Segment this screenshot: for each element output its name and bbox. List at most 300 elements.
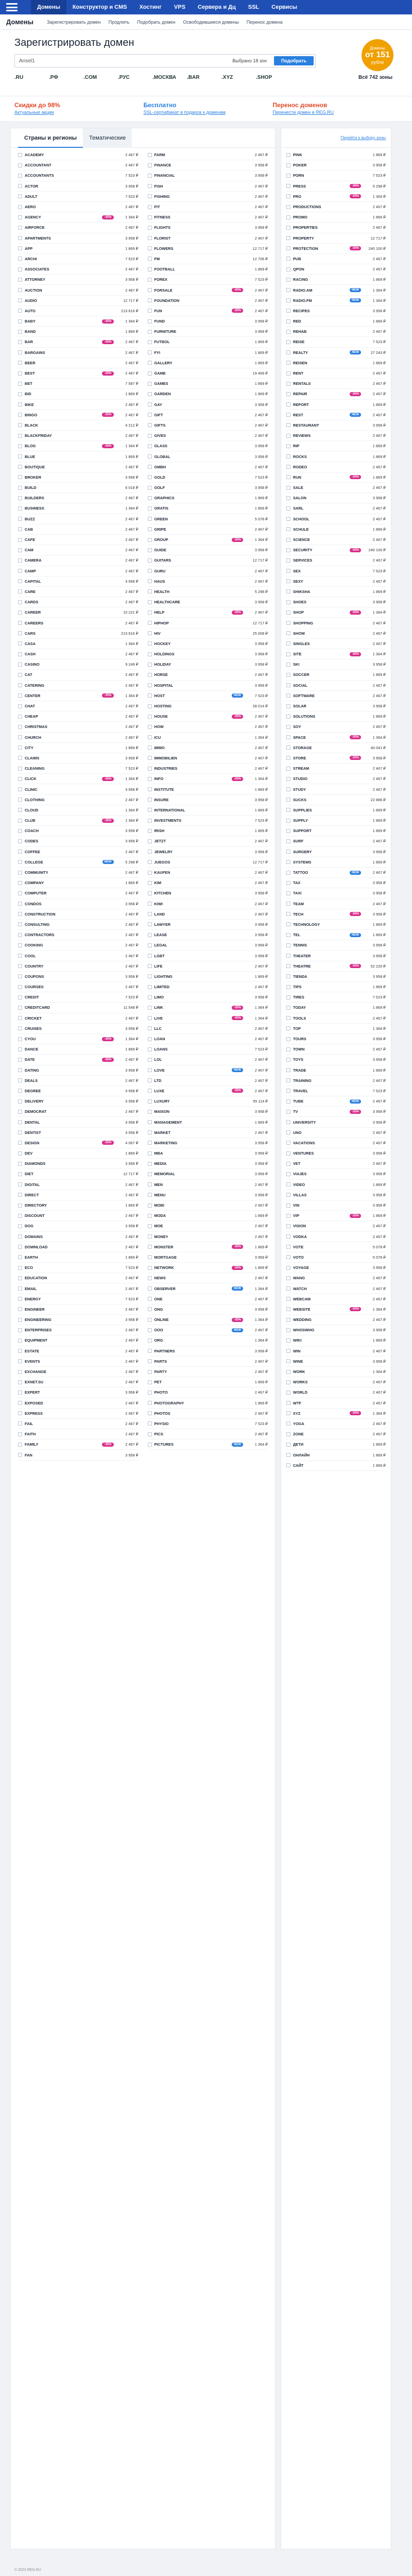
zone-checkbox[interactable] <box>18 871 22 875</box>
zone-checkbox[interactable] <box>18 1411 22 1415</box>
zone-row[interactable] <box>148 1419 268 1429</box>
zone-checkbox[interactable] <box>18 683 22 687</box>
zone-checkbox[interactable] <box>286 517 290 521</box>
zone-checkbox[interactable] <box>148 1349 152 1353</box>
zone-checkbox[interactable] <box>148 1214 152 1218</box>
zone-checkbox[interactable] <box>286 1130 290 1134</box>
zone-checkbox[interactable] <box>286 1193 290 1197</box>
zone-row[interactable] <box>148 805 268 816</box>
zone-checkbox[interactable] <box>148 933 152 937</box>
zone-row[interactable] <box>148 358 268 368</box>
zone-checkbox[interactable] <box>18 631 22 635</box>
zone-checkbox[interactable] <box>18 641 22 646</box>
zone-checkbox[interactable] <box>148 974 152 978</box>
zone-checkbox[interactable] <box>18 756 22 760</box>
zone-checkbox[interactable] <box>148 1130 152 1134</box>
zone-row[interactable] <box>18 816 139 826</box>
zone-checkbox[interactable] <box>148 725 152 729</box>
zone-row[interactable] <box>148 1439 268 1450</box>
zone-row[interactable] <box>18 535 139 545</box>
zone-checkbox[interactable] <box>18 215 22 219</box>
zone-row[interactable] <box>148 535 268 545</box>
zone-checkbox[interactable] <box>148 767 152 771</box>
zone-checkbox[interactable] <box>18 1370 22 1374</box>
zone-row[interactable] <box>18 951 139 961</box>
zone-checkbox[interactable] <box>148 1193 152 1197</box>
menu-icon[interactable] <box>6 3 18 11</box>
zone-row[interactable] <box>148 899 268 909</box>
zone-row[interactable] <box>286 1190 386 1200</box>
zone-row[interactable] <box>286 555 386 566</box>
zone-row[interactable] <box>148 836 268 846</box>
zone-checkbox[interactable] <box>286 194 290 198</box>
zone-checkbox[interactable] <box>18 1391 22 1395</box>
zone-row[interactable] <box>148 1377 268 1387</box>
zone-checkbox[interactable] <box>18 974 22 978</box>
zone-row[interactable] <box>148 348 268 358</box>
zone-row[interactable] <box>18 629 139 639</box>
zone-row[interactable] <box>148 961 268 972</box>
zone-checkbox[interactable] <box>18 402 22 406</box>
zone-row[interactable] <box>18 441 139 451</box>
zone-row[interactable] <box>286 888 386 899</box>
zone-row[interactable] <box>148 483 268 493</box>
zone-row[interactable] <box>18 1128 139 1138</box>
zone-row[interactable] <box>286 722 386 732</box>
zone-checkbox[interactable] <box>286 548 290 552</box>
zone-checkbox[interactable] <box>18 153 22 157</box>
zone-checkbox[interactable] <box>18 1078 22 1082</box>
zone-row[interactable] <box>148 1024 268 1034</box>
zones-selector[interactable]: Выбрано 18 зон <box>232 58 267 63</box>
zone-row[interactable] <box>286 171 386 181</box>
zone-checkbox[interactable] <box>148 257 152 261</box>
zone-checkbox[interactable] <box>286 444 290 448</box>
subnav-item-0[interactable]: Зарегистрировать домен <box>47 19 101 25</box>
zone-row[interactable] <box>286 1117 386 1127</box>
zone-checkbox[interactable] <box>286 205 290 209</box>
zone-row[interactable] <box>286 1003 386 1013</box>
zone-checkbox[interactable] <box>18 465 22 469</box>
zone-row[interactable] <box>286 784 386 794</box>
zone-row[interactable] <box>148 316 268 327</box>
zone-row[interactable] <box>286 920 386 930</box>
zone-checkbox[interactable] <box>286 725 290 729</box>
zone-row[interactable] <box>18 472 139 483</box>
zone-checkbox[interactable] <box>18 205 22 209</box>
zone-row[interactable] <box>148 223 268 233</box>
zone-row[interactable] <box>148 597 268 607</box>
zone-checkbox[interactable] <box>148 506 152 511</box>
zone-row[interactable] <box>18 618 139 628</box>
zone-row[interactable] <box>18 1086 139 1096</box>
zone-row[interactable] <box>286 1325 386 1335</box>
zone-checkbox[interactable] <box>148 704 152 708</box>
zone-row[interactable] <box>148 649 268 659</box>
zone-checkbox[interactable] <box>18 964 22 968</box>
zone-checkbox[interactable] <box>286 589 290 594</box>
zone-row[interactable] <box>18 431 139 441</box>
zone-checkbox[interactable] <box>286 704 290 708</box>
zone-row[interactable] <box>18 503 139 514</box>
zone-row[interactable] <box>18 244 139 254</box>
zone-row[interactable] <box>148 681 268 691</box>
zone-checkbox[interactable] <box>18 194 22 198</box>
zone-row[interactable] <box>18 1148 139 1159</box>
zone-checkbox[interactable] <box>18 819 22 823</box>
zone-checkbox[interactable] <box>148 1037 152 1041</box>
zone-checkbox[interactable] <box>148 496 152 500</box>
zone-checkbox[interactable] <box>286 902 290 906</box>
zone-row[interactable] <box>18 722 139 732</box>
zone-row[interactable] <box>286 244 386 254</box>
zone-checkbox[interactable] <box>148 475 152 479</box>
zone-row[interactable] <box>18 577 139 587</box>
zone-checkbox[interactable] <box>286 1338 290 1343</box>
zone-row[interactable] <box>148 670 268 680</box>
zone-checkbox[interactable] <box>148 1255 152 1259</box>
zone-checkbox[interactable] <box>148 1120 152 1124</box>
zone-row[interactable] <box>18 1283 139 1294</box>
zone-row[interactable] <box>286 1304 386 1315</box>
zone-checkbox[interactable] <box>286 1016 290 1020</box>
zone-checkbox[interactable] <box>148 819 152 823</box>
zone-row[interactable] <box>148 774 268 784</box>
zone-checkbox[interactable] <box>18 767 22 771</box>
zone-row[interactable] <box>286 1128 386 1138</box>
zone-checkbox[interactable] <box>18 1380 22 1384</box>
zone-checkbox[interactable] <box>148 413 152 417</box>
zone-row[interactable] <box>286 566 386 577</box>
zone-row[interactable] <box>18 410 139 420</box>
zone-checkbox[interactable] <box>18 1338 22 1343</box>
zone-row[interactable] <box>18 514 139 524</box>
zone-select-link[interactable]: Перейти к выбору зоны <box>281 128 391 148</box>
zone-checkbox[interactable] <box>286 652 290 656</box>
zone-checkbox[interactable] <box>286 1162 290 1166</box>
zone-row[interactable] <box>148 733 268 743</box>
zone-checkbox[interactable] <box>148 631 152 635</box>
zone-row[interactable] <box>286 1096 386 1107</box>
zone-row[interactable] <box>18 1044 139 1055</box>
zone-row[interactable] <box>286 1148 386 1159</box>
zone-checkbox[interactable] <box>148 1151 152 1156</box>
zone-checkbox[interactable] <box>286 1110 290 1114</box>
zone-checkbox[interactable] <box>286 288 290 292</box>
zone-checkbox[interactable] <box>148 1068 152 1072</box>
zone-checkbox[interactable] <box>18 226 22 230</box>
domain-search-input[interactable]: Ansel1 <box>19 58 35 64</box>
zone-row[interactable] <box>286 805 386 816</box>
zone-checkbox[interactable] <box>18 1099 22 1104</box>
zone-row[interactable] <box>286 400 386 410</box>
zone-checkbox[interactable] <box>286 1172 290 1176</box>
zone-checkbox[interactable] <box>18 985 22 989</box>
zone-row[interactable] <box>286 1221 386 1231</box>
zone-row[interactable] <box>148 1367 268 1377</box>
zone-row[interactable] <box>286 1346 386 1357</box>
zone-row[interactable] <box>18 826 139 836</box>
zone-row[interactable] <box>286 847 386 857</box>
zone-checkbox[interactable] <box>286 1141 290 1145</box>
zone-row[interactable] <box>286 930 386 940</box>
zone-row[interactable] <box>18 701 139 711</box>
zone-checkbox[interactable] <box>18 1151 22 1156</box>
zone-checkbox[interactable] <box>18 496 22 500</box>
zone-row[interactable] <box>286 878 386 888</box>
zone-row[interactable] <box>286 368 386 379</box>
zone-checkbox[interactable] <box>18 715 22 719</box>
zone-row[interactable] <box>18 1387 139 1398</box>
zone-checkbox[interactable] <box>148 1016 152 1020</box>
zone-checkbox[interactable] <box>18 434 22 438</box>
zone-checkbox[interactable] <box>286 964 290 968</box>
zone-checkbox[interactable] <box>148 1141 152 1145</box>
zone-row[interactable] <box>148 1263 268 1273</box>
zone-row[interactable] <box>148 264 268 275</box>
zone-row[interactable] <box>148 462 268 472</box>
zone-checkbox[interactable] <box>286 1328 290 1332</box>
zone-row[interactable] <box>148 1429 268 1439</box>
zone-checkbox[interactable] <box>148 964 152 968</box>
subnav-item-3[interactable]: Освободившиеся домены <box>183 19 239 25</box>
subnav-item-2[interactable]: Подобрать домен <box>137 19 176 25</box>
zone-row[interactable] <box>148 254 268 264</box>
zone-checkbox[interactable] <box>286 1068 290 1072</box>
zone-row[interactable] <box>18 192 139 202</box>
zone-checkbox[interactable] <box>18 1047 22 1052</box>
zone-checkbox[interactable] <box>286 1224 290 1228</box>
zone-row[interactable] <box>18 888 139 899</box>
zone-checkbox[interactable] <box>148 881 152 885</box>
zone-row[interactable] <box>148 400 268 410</box>
zone-checkbox[interactable] <box>286 330 290 334</box>
zone-checkbox[interactable] <box>286 985 290 989</box>
zone-checkbox[interactable] <box>286 1463 290 1467</box>
top-nav-0[interactable]: Домены <box>31 0 66 14</box>
zone-checkbox[interactable] <box>18 943 22 947</box>
zone-row[interactable] <box>286 1086 386 1096</box>
zone-row[interactable] <box>148 202 268 212</box>
zone-row[interactable] <box>148 722 268 732</box>
zone-row[interactable] <box>148 1357 268 1367</box>
zone-checkbox[interactable] <box>148 278 152 282</box>
zone-row[interactable] <box>148 618 268 628</box>
zone-row[interactable] <box>148 275 268 285</box>
zone-checkbox[interactable] <box>18 267 22 272</box>
zone-row[interactable] <box>18 670 139 680</box>
zone-row[interactable] <box>148 764 268 774</box>
zone-checkbox[interactable] <box>18 1110 22 1114</box>
zone-row[interactable] <box>286 545 386 555</box>
zone-checkbox[interactable] <box>148 340 152 344</box>
zone-row[interactable] <box>148 795 268 805</box>
zone-row[interactable] <box>148 1242 268 1252</box>
zone-row[interactable] <box>18 1003 139 1013</box>
zone-row[interactable] <box>148 1409 268 1419</box>
zone-row[interactable] <box>18 337 139 347</box>
zone-row[interactable] <box>286 1169 386 1179</box>
zone-row[interactable] <box>18 524 139 535</box>
zone-row[interactable] <box>286 441 386 451</box>
zone-checkbox[interactable] <box>18 579 22 583</box>
zone-checkbox[interactable] <box>286 850 290 854</box>
zone-checkbox[interactable] <box>286 1443 290 1447</box>
zone-checkbox[interactable] <box>286 434 290 438</box>
top-nav-5[interactable]: SSL <box>248 4 260 10</box>
zone-checkbox[interactable] <box>18 777 22 781</box>
zone-row[interactable] <box>286 639 386 649</box>
zone-checkbox[interactable] <box>148 246 152 250</box>
zone-row[interactable] <box>148 160 268 171</box>
zone-row[interactable] <box>148 1055 268 1065</box>
zone-checkbox[interactable] <box>286 1182 290 1187</box>
zone-checkbox[interactable] <box>286 673 290 677</box>
zone-row[interactable] <box>18 639 139 649</box>
zone-checkbox[interactable] <box>148 995 152 999</box>
zone-row[interactable] <box>18 1117 139 1127</box>
zone-checkbox[interactable] <box>286 611 290 615</box>
zone-row[interactable] <box>18 1335 139 1346</box>
zone-row[interactable] <box>18 1419 139 1429</box>
zone-checkbox[interactable] <box>18 527 22 531</box>
zone-checkbox[interactable] <box>18 1401 22 1405</box>
zone-row[interactable] <box>18 389 139 399</box>
zone-checkbox[interactable] <box>18 454 22 459</box>
zone-row[interactable] <box>18 659 139 670</box>
zone-row[interactable] <box>148 171 268 181</box>
zone-row[interactable] <box>18 1034 139 1044</box>
zone-chip[interactable]: .XYZ <box>221 75 233 80</box>
zone-checkbox[interactable] <box>148 1110 152 1114</box>
zone-checkbox[interactable] <box>148 1047 152 1052</box>
zone-checkbox[interactable] <box>148 1026 152 1030</box>
zone-row[interactable] <box>148 472 268 483</box>
zone-row[interactable] <box>286 587 386 597</box>
zone-checkbox[interactable] <box>286 174 290 178</box>
zone-row[interactable] <box>148 753 268 764</box>
zone-row[interactable] <box>286 753 386 764</box>
zone-row[interactable] <box>286 483 386 493</box>
zone-checkbox[interactable] <box>148 1266 152 1270</box>
zone-row[interactable] <box>286 535 386 545</box>
zone-row[interactable] <box>18 1180 139 1190</box>
zone-row[interactable] <box>18 1076 139 1086</box>
zone-row[interactable] <box>286 816 386 826</box>
zone-checkbox[interactable] <box>286 1286 290 1291</box>
zone-checkbox[interactable] <box>286 995 290 999</box>
zone-row[interactable] <box>286 254 386 264</box>
zone-checkbox[interactable] <box>148 829 152 833</box>
zone-checkbox[interactable] <box>286 641 290 646</box>
zone-checkbox[interactable] <box>286 309 290 313</box>
zone-checkbox[interactable] <box>148 1307 152 1311</box>
zone-checkbox[interactable] <box>148 1204 152 1208</box>
zone-checkbox[interactable] <box>286 413 290 417</box>
zone-checkbox[interactable] <box>148 1276 152 1280</box>
zone-row[interactable] <box>286 181 386 192</box>
zone-checkbox[interactable] <box>18 1234 22 1239</box>
zone-row[interactable] <box>286 868 386 878</box>
zone-checkbox[interactable] <box>148 715 152 719</box>
zone-row[interactable] <box>148 784 268 794</box>
zone-row[interactable] <box>148 577 268 587</box>
zone-checkbox[interactable] <box>286 163 290 167</box>
zone-chip[interactable]: .МОСКВА <box>152 75 177 80</box>
zone-checkbox[interactable] <box>18 621 22 625</box>
zone-row[interactable] <box>148 1294 268 1304</box>
zone-row[interactable] <box>148 555 268 566</box>
zone-checkbox[interactable] <box>286 1058 290 1062</box>
zone-row[interactable] <box>286 1450 386 1460</box>
zone-checkbox[interactable] <box>18 340 22 344</box>
zone-checkbox[interactable] <box>286 974 290 978</box>
zone-row[interactable] <box>286 1076 386 1086</box>
zone-checkbox[interactable] <box>148 912 152 916</box>
zone-row[interactable] <box>148 701 268 711</box>
zone-checkbox[interactable] <box>18 1141 22 1145</box>
zone-checkbox[interactable] <box>148 589 152 594</box>
zone-row[interactable] <box>148 1252 268 1263</box>
zone-checkbox[interactable] <box>18 382 22 386</box>
zone-row[interactable] <box>286 233 386 244</box>
zone-checkbox[interactable] <box>286 631 290 635</box>
zone-checkbox[interactable] <box>18 278 22 282</box>
zone-checkbox[interactable] <box>148 1411 152 1415</box>
zone-row[interactable] <box>18 379 139 389</box>
zone-checkbox[interactable] <box>148 267 152 272</box>
zone-row[interactable] <box>148 566 268 577</box>
zone-row[interactable] <box>286 264 386 275</box>
zone-row[interactable] <box>148 1325 268 1335</box>
zone-row[interactable] <box>286 1159 386 1169</box>
zone-checkbox[interactable] <box>18 548 22 552</box>
zone-checkbox[interactable] <box>18 1245 22 1249</box>
zone-row[interactable] <box>148 587 268 597</box>
top-nav-1[interactable]: Конструктор и CMS <box>72 4 127 10</box>
zone-row[interactable] <box>18 1013 139 1024</box>
zone-checkbox[interactable] <box>148 434 152 438</box>
zone-row[interactable] <box>148 1232 268 1242</box>
zone-checkbox[interactable] <box>148 1421 152 1426</box>
zone-row[interactable] <box>18 909 139 920</box>
zone-checkbox[interactable] <box>18 912 22 916</box>
zone-checkbox[interactable] <box>18 423 22 427</box>
zone-checkbox[interactable] <box>18 319 22 324</box>
zone-checkbox[interactable] <box>286 1120 290 1124</box>
zone-row[interactable] <box>18 1232 139 1242</box>
zone-row[interactable] <box>148 909 268 920</box>
zone-checkbox[interactable] <box>148 641 152 646</box>
zone-checkbox[interactable] <box>18 1453 22 1457</box>
zone-row[interactable] <box>148 1034 268 1044</box>
zone-row[interactable] <box>18 1325 139 1335</box>
zone-checkbox[interactable] <box>18 787 22 791</box>
zone-checkbox[interactable] <box>286 1349 290 1353</box>
zone-row[interactable] <box>148 1138 268 1148</box>
zone-row[interactable] <box>286 899 386 909</box>
zone-checkbox[interactable] <box>286 1255 290 1259</box>
zone-checkbox[interactable] <box>286 600 290 604</box>
zone-checkbox[interactable] <box>148 891 152 895</box>
zone-checkbox[interactable] <box>148 288 152 292</box>
zone-row[interactable] <box>286 493 386 503</box>
zone-row[interactable] <box>286 1294 386 1304</box>
zone-row[interactable] <box>286 1429 386 1439</box>
zone-checkbox[interactable] <box>286 340 290 344</box>
zone-row[interactable] <box>18 1242 139 1252</box>
zone-checkbox[interactable] <box>18 184 22 188</box>
